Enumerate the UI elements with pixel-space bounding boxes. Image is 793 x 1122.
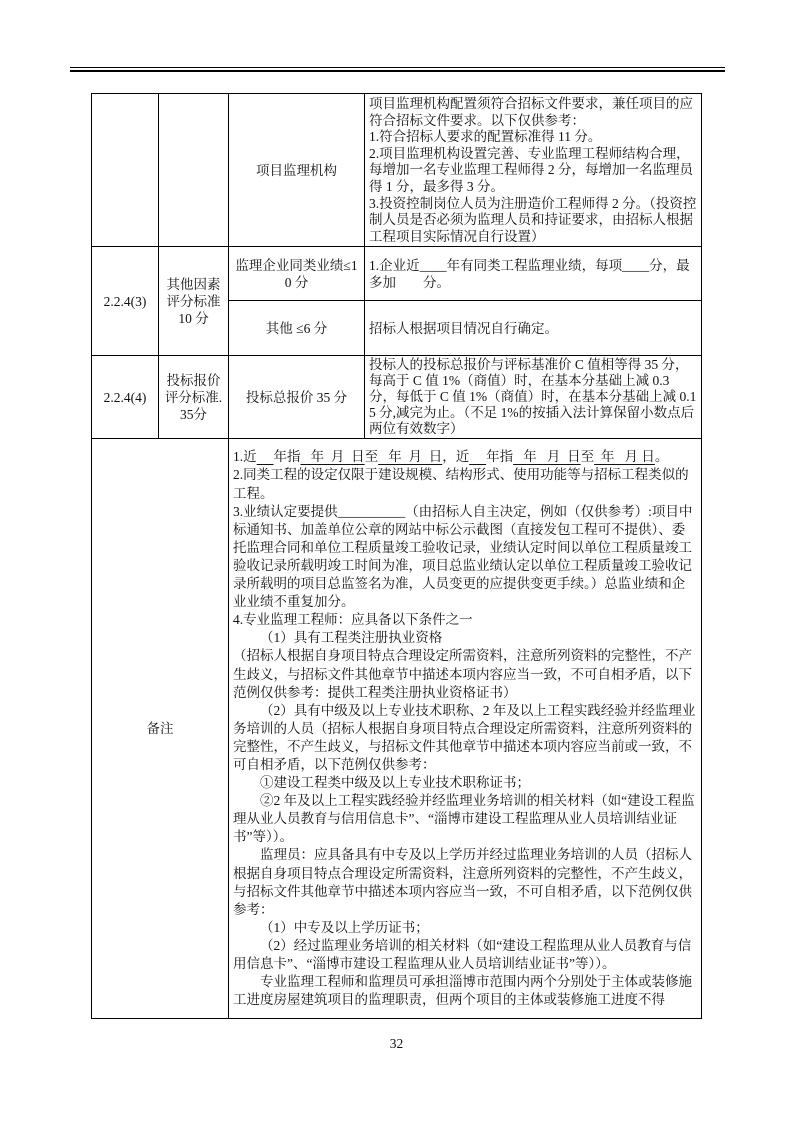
evaluation-criteria-table <box>91 93 702 1019</box>
remarks-paragraph-9: ②2 年及以上工程实践经验并经监理业务培训的相关材料（如“建设工程监理从业人员教育与信用信息卡”、“淄博市建设工程监理从业人员培训结业证书”等））。 <box>233 793 695 845</box>
clause-cell-empty <box>92 94 159 247</box>
criteria-paragraph: 1.企业近____年有同类工程监理业绩，每项____分，最多加 分。 <box>369 257 690 290</box>
remarks-paragraph-6: （招标人根据自身项目特点合理设定所需资料，注意所列资料的完整性，不产生歧义，与招标文件其他章节中描述本项内容应当一致，不可自相矛盾，以下范例仅供参考：提供工程类注册执业资格证书） <box>233 648 692 700</box>
header-rule <box>70 67 725 72</box>
criteria-cell-similar-performance <box>365 247 702 301</box>
remarks-paragraph-5: （1）具有工程类注册执业资格 <box>260 630 443 646</box>
criteria-paragraph: 项目监理机构配置须符合招标文件要求，兼任项目的应符合招标文件要求。以下仅供参考： <box>369 96 693 128</box>
table-row-224-4 <box>92 356 702 439</box>
remarks-paragraph-3: 3.业绩认定要提供__________（由招标人自主决定，例如（仅供参考）:项目中标通知书、加盖单位公章的网站中标公示截图（直接发包工程可不提供）、委托监理合同和单位工程质量竣工验收记录，业绩认定时间以单位工程质量竣工验收记录所载明竣工时间为准，项目总监业绩认定以单位工程质量竣工验收记录所载明的项目总监签名为准，人员变更的应提供变更手续。）总监业绩和企业业绩不重复加分。 <box>233 503 693 610</box>
category-cell-other-factors: 其他因素评分标准 10 分 <box>159 247 229 356</box>
criteria-cell-project-org <box>365 94 702 247</box>
remarks-paragraph-13: 专业监理工程师和监理员可承担淄博市范围内两个分别处于主体或装修施工进度房屋建筑项目的监理职责，但两个项目的主体或装修施工进度不得 <box>233 974 692 1008</box>
remarks-paragraph-10: 监理员：应具备具有中专及以上学历并经过监理业务培训的人员（招标人根据自身项目特点合理设定所需资料，注意所列资料的完整性，不产生歧义，与招标文件其他章节中描述本项内容应当一致，不可自相矛盾，以下范例仅供参考： <box>233 847 692 917</box>
remarks-paragraph-12: （2）经过监理业务培训的相关材料（如“建设工程监理从业人员教育与信用信息卡”、“淄博市建设工程监理从业人员培训结业证书”等））。 <box>233 937 692 972</box>
item-cell-project-org: 项目监理机构 <box>229 94 365 247</box>
table-row-continuation <box>92 94 702 247</box>
criteria-paragraph: 1.符合招标人要求的配置标准得 11 分。 <box>369 129 602 145</box>
criteria-paragraph: 2.项目监理机构设置完善、专业监理工程师结构合理，每增加一名专业监理工程师得 2 分，每增加一名监理员得 1 分，最多得 3 分。 <box>369 145 693 194</box>
criteria-paragraph: 招标人根据项目情况自行确定。 <box>369 320 558 336</box>
table-row-remarks <box>92 439 702 1019</box>
page-number: 32 <box>389 1036 404 1051</box>
remarks-paragraph-7: （2）具有中级及以上专业技术职称、2 年及以上工程实践经验并经监理业务培训的人员（招标人根据自身项目特点合理设定所需资料，注意所列资料的完整性，不产生歧义，与招标文件其他章节中描述本项内容应当前或一致，不可自相矛盾，以下范例仅供参考： <box>233 702 696 772</box>
item-cell-total-bid-price: 投标总报价 35 分 <box>229 356 365 439</box>
category-cell-bid-price: 投标报价评分标准.35分 <box>159 356 229 439</box>
table-row-224-3-sub1 <box>92 247 702 301</box>
remarks-paragraph-8: ①建设工程类中级及以上专业技术职称证书； <box>260 775 530 791</box>
criteria-paragraph: 3.投资控制岗位人员为注册造价工程师得 2 分。（投资控制人员是否必须为监理人员和持证要求，由招标人根据工程项目实际情况自行设置） <box>369 195 697 244</box>
item-cell-similar-performance: 监理企业同类业绩≤10 分 <box>229 247 365 301</box>
criteria-cell-other <box>365 301 702 356</box>
category-cell-empty <box>159 94 229 247</box>
remarks-label-cell: 备注 <box>92 439 229 1019</box>
remarks-paragraph-1: 1.近 年指 年 月 日至 年 月 日，近 年指 年 月 日至 年 月 日。 <box>233 449 669 465</box>
criteria-paragraph: 投标人的投标总报价与评标基准价 C 值相等得 35 分，每高于 C 值 1%（商值）时，在基本分基础上减 0.3 分，每低于 C 值 1%（商值）时，在基本分基础上减 0.15 分,减完为止。（不足 1%的按插入法计算保留小数点后两位有效数字） <box>369 357 697 437</box>
clause-cell-224-3: 2.2.4(3) <box>92 247 159 356</box>
clause-cell-224-4: 2.2.4(4) <box>92 356 159 439</box>
remarks-content-cell <box>229 439 702 1019</box>
item-cell-other: 其他 ≤6 分 <box>229 301 365 356</box>
criteria-cell-total-bid-price <box>365 356 702 439</box>
remarks-paragraph-11: （1）中专及以上学历证书； <box>260 919 429 935</box>
remarks-paragraph-4: 4.专业监理工程师：应具备以下条件之一 <box>233 612 473 628</box>
remarks-paragraph-2: 2.同类工程的设定仅限于建设规模、结构形式、使用功能等与招标工程类似的工程。 <box>233 467 689 501</box>
